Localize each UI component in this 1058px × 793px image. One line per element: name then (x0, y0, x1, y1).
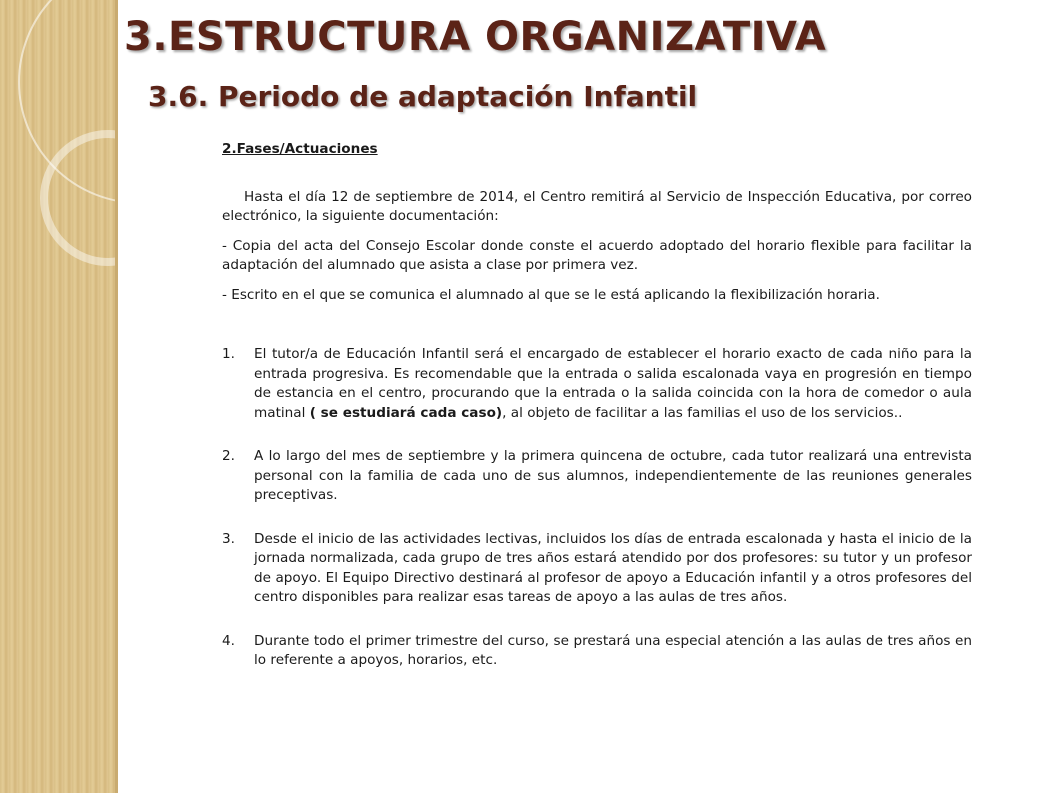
list-item (222, 447, 972, 506)
document-heading: 2.Fases/Actuaciones (222, 141, 378, 157)
numbered-list (222, 345, 972, 671)
decorative-sidebar (0, 0, 118, 793)
slide-subtitle: 3.6. Periodo de adaptación Infantil (148, 80, 698, 113)
bullet-paragraph: - Copia del acta del Consejo Escolar donde conste el acuerdo adoptado del horario flexible para facilitar la adaptación del alumnado que asista a clase por primera vez. (222, 237, 972, 273)
list-item-text: Desde el inicio de las actividades lectivas, incluidos los días de entrada escalonada y hasta el inicio de la jornada normalizada, cada grupo de tres años estará atendido por dos profesores: su tutor y un profesor de apoyo. El Equipo Directivo destinará al profesor de apoyo a Educación infantil y a otros profesores del centro disponibles para realizar esas tareas de apoyo a las aulas de tres años. (254, 530, 972, 605)
list-item (222, 345, 972, 423)
list-number: 1. (222, 346, 235, 362)
list-number: 4. (222, 632, 235, 649)
list-item (222, 530, 972, 608)
bold-note: ( se estudiará cada caso) (309, 404, 503, 421)
list-item (222, 632, 972, 671)
bullet-paragraph: - Escrito en el que se comunica el alumnado al que se le está aplicando la flexibilización horaria. (222, 286, 880, 303)
list-item-text: Durante todo el primer trimestre del curso, se prestará una especial atención a las aulas de tres años en lo referente a apoyos, horarios, etc. (254, 632, 972, 668)
list-number: 2. (222, 448, 235, 464)
intro-paragraph: Hasta el día 12 de septiembre de 2014, el Centro remitirá al Servicio de Inspección Educativa, por correo electrónico, la siguiente documentación: (222, 188, 972, 224)
document-scan (222, 140, 972, 695)
list-item-text: A lo largo del mes de septiembre y la primera quincena de octubre, cada tutor realizará una entrevista personal con la familia de cada uno de sus alumnos, independientemente de las reuniones generales preceptivas. (254, 448, 972, 503)
slide-title: 3.ESTRUCTURA ORGANIZATIVA (124, 14, 827, 60)
list-item-text: El tutor/a de Educación Infantil será el encargado de establecer el horario exacto de cada niño para la entrada progresiva. Es recomendable que la entrada o salida escalonada vaya en progresión en tiempo de estancia en el centro, procurando que la entrada o la salida coincida con la hora de comedor o aula matinal ( se estudiará cada caso), al objeto de facilitar a las familias el uso de los servicios.. (254, 346, 972, 421)
list-number: 3. (222, 530, 235, 547)
